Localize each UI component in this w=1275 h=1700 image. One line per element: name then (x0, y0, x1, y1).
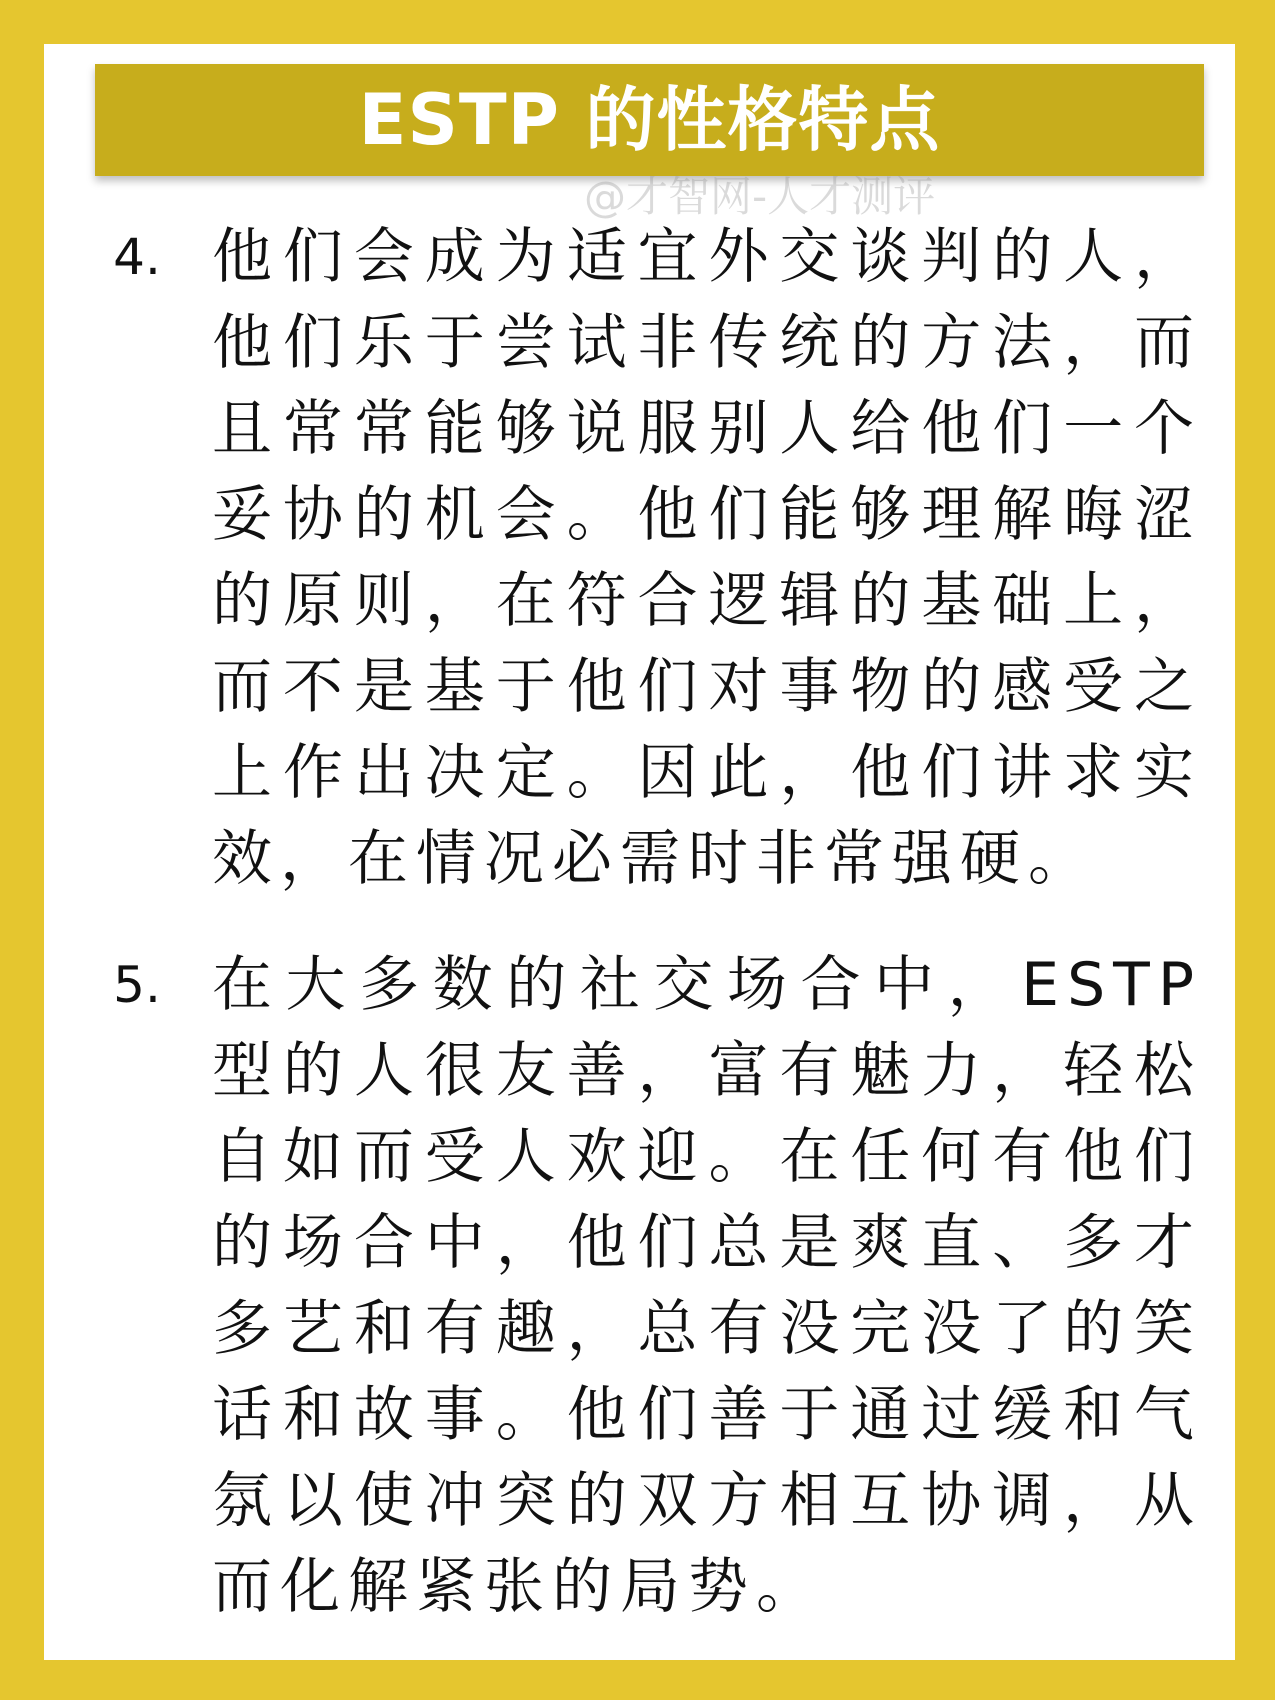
item-number: 4. (113, 228, 161, 286)
title-banner (95, 64, 1204, 176)
watermark-text: @才智网-人才测评 (584, 172, 936, 221)
item-text: 他们会成为适宜外交谈判的人，他们乐于尝试非传统的方法，而且常常能够说服别人给他们一个妥协的机会。他们能够理解晦涩的原则，在符合逻辑的基础上，而不是基于他们对事物的感受之上作出决定。因此，他们讲求实效，在情况必需时非常强硬。 (212, 222, 1202, 894)
content-card (44, 44, 1235, 1660)
item-text: 在大多数的社交场合中，ESTP型的人很友善，富有魅力，轻松自如而受人欢迎。在任何有他们的场合中，他们总是爽直、多才多艺和有趣，总有没完没了的笑话和故事。他们善于通过缓和气氛以使冲突的双方相互协调，从而化解紧张的局势。 (212, 950, 1202, 1622)
list-item (82, 942, 1202, 1630)
page-title: ESTP 的性格特点 (358, 79, 941, 161)
list-item (82, 214, 1202, 902)
item-number: 5. (113, 956, 161, 1014)
trait-list (82, 214, 1202, 1670)
